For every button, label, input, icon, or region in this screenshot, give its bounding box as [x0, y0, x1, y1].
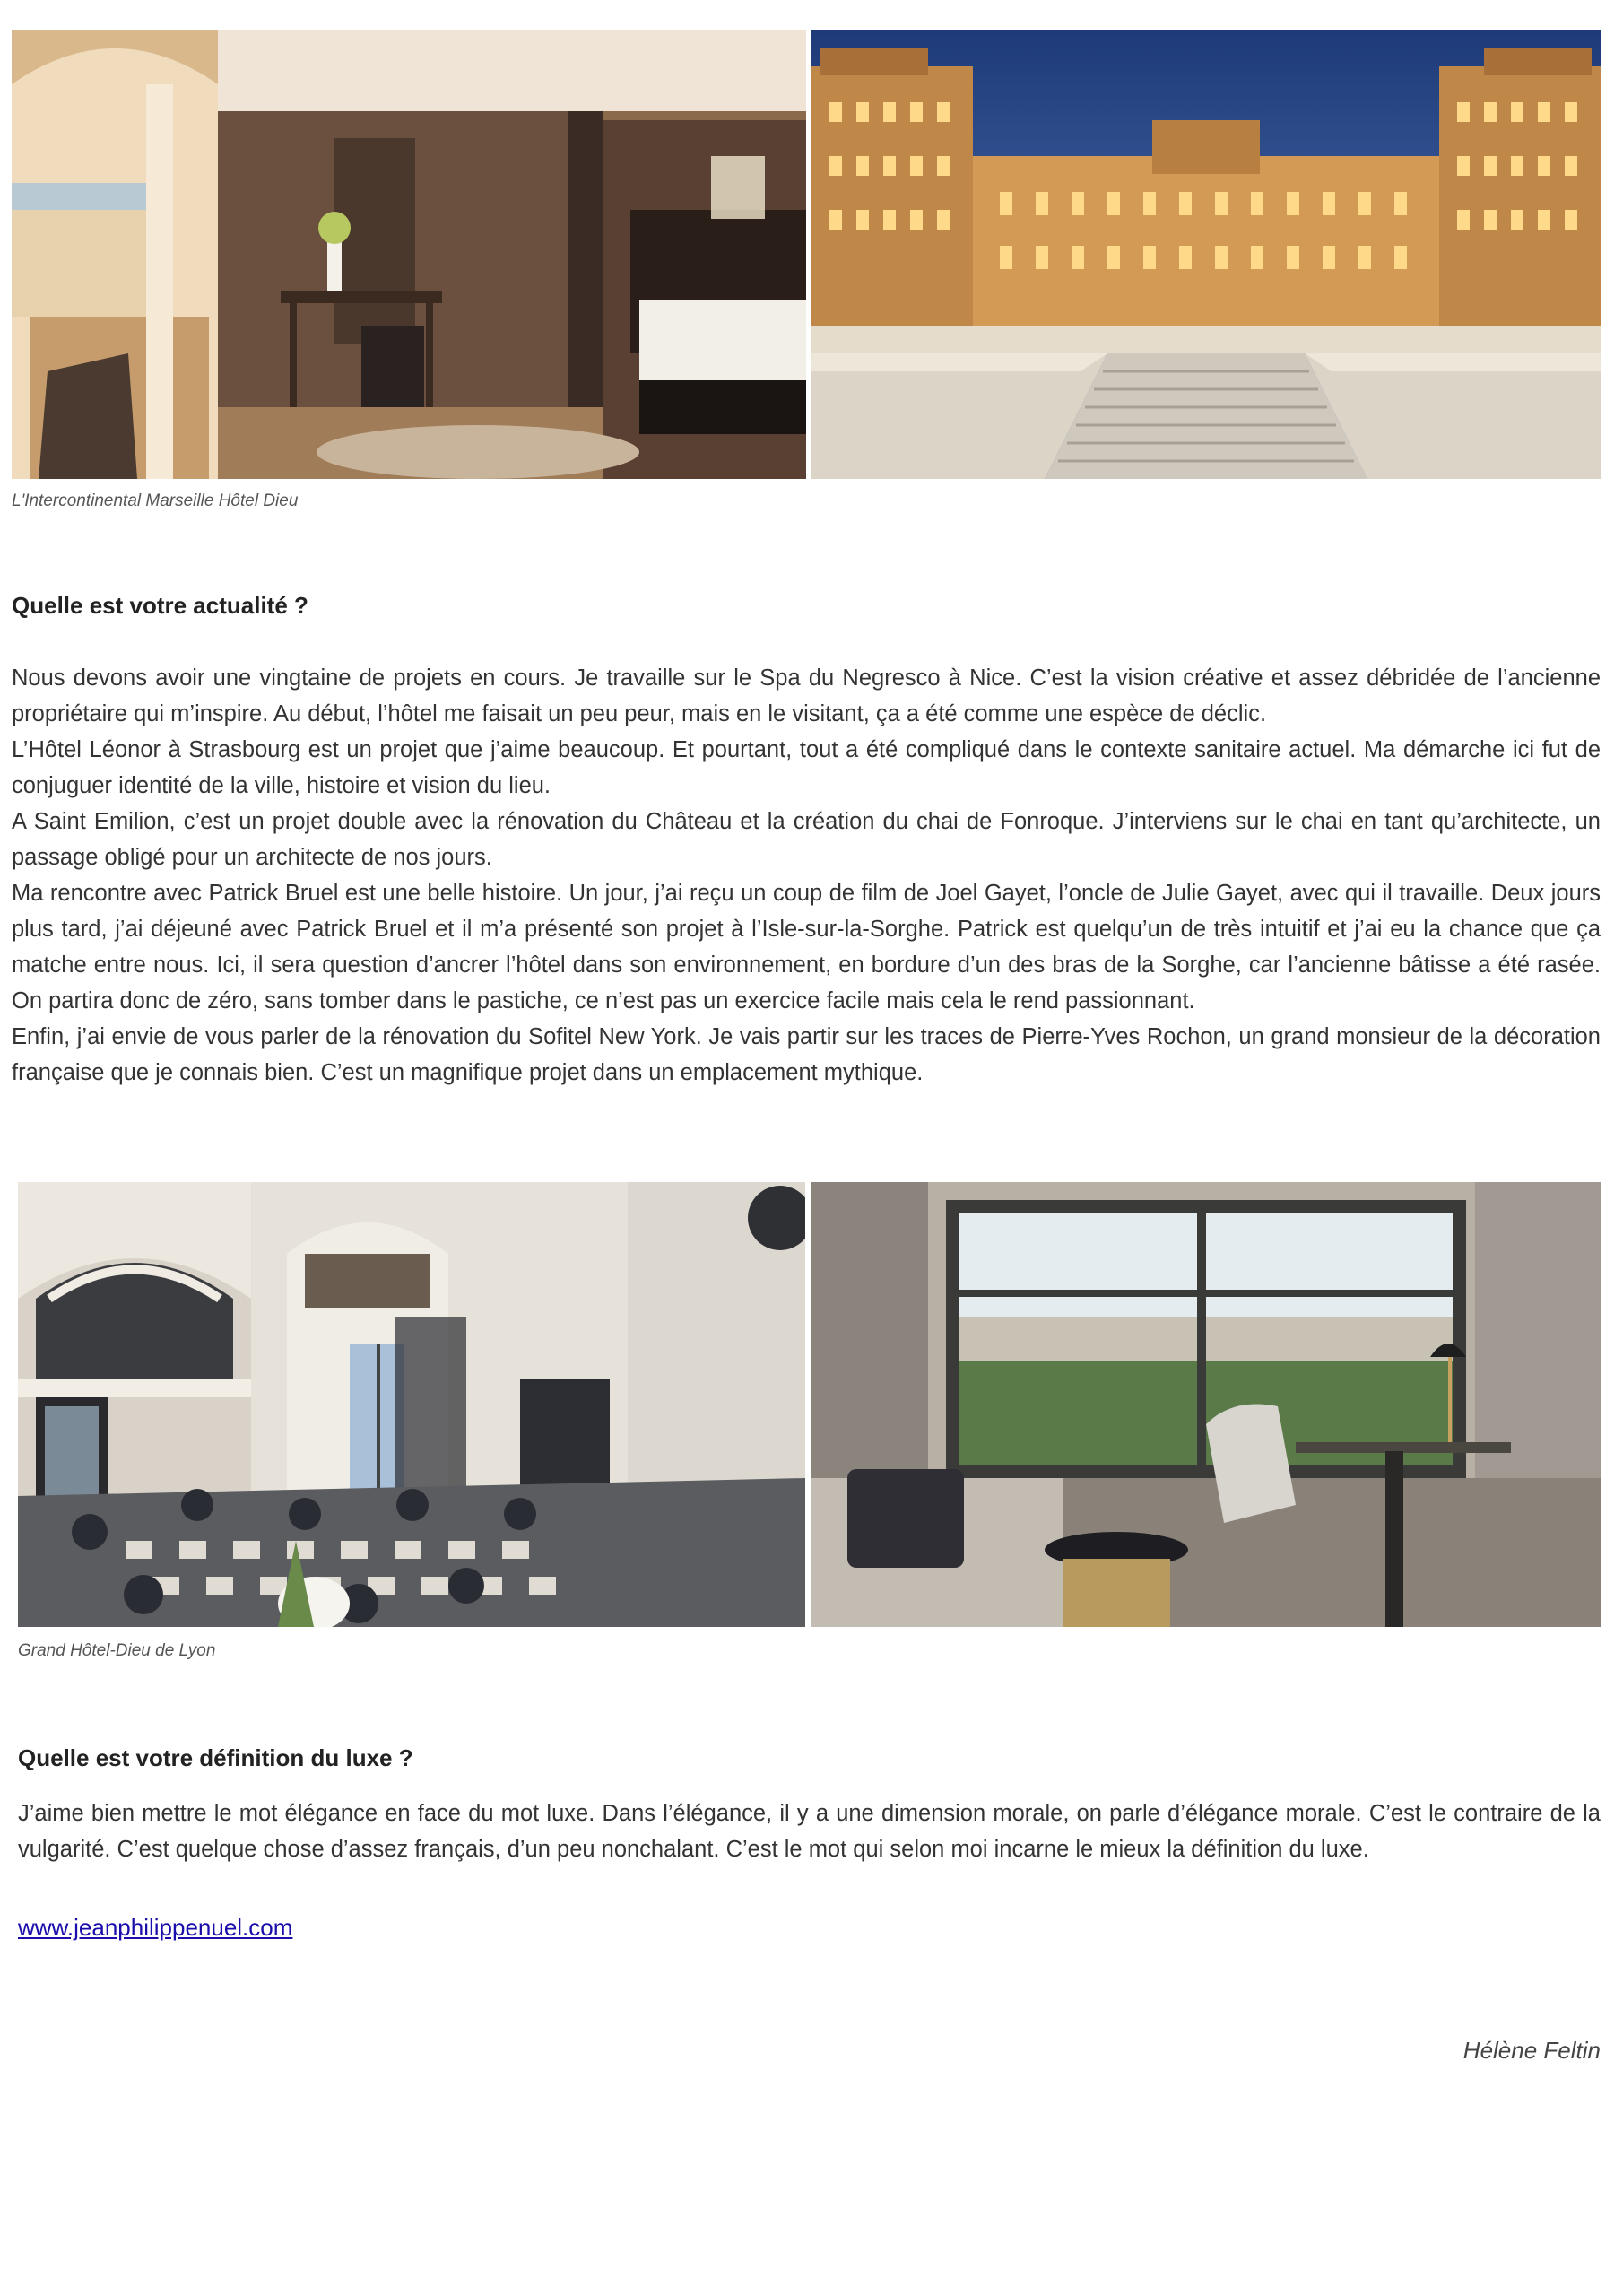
- hotel-lobby-photo: [18, 1182, 805, 1627]
- section-body-actualite: [12, 660, 1601, 1091]
- hotel-exterior-photo: [812, 30, 1601, 479]
- paragraph: L’Hôtel Léonor à Strasbourg est un projet que j’aime beaucoup. Et pourtant, tout a été compliqué dans le contexte sanitaire actuel. Ma démarche ici fut de conjuguer identité de la ville, histoire et vision du lieu.: [12, 737, 1601, 798]
- hotel-room-photo: [12, 30, 806, 479]
- section-heading-actualite: Quelle est votre actualité ?: [12, 592, 308, 619]
- paragraph: A Saint Emilion, c’est un projet double avec la rénovation du Château et la création du chai de Fonroque. J’interviens sur le chai en tant qu’architecte, un passage obligé pour un architecte de nos jours.: [12, 809, 1601, 870]
- author-name: Hélène Feltin: [1462, 2037, 1601, 2064]
- website-link[interactable]: www.jeanphilippenuel.com: [18, 1914, 293, 1941]
- paragraph: Enfin, j’ai envie de vous parler de la rénovation du Sofitel New York. Je vais partir sur les traces de Pierre-Yves Rochon, un grand monsieur de la décoration française que je connais bien. C’est un magnifique projet dans un emplacement mythique.: [12, 1024, 1601, 1085]
- hotel-suite-photo: [812, 1182, 1601, 1627]
- section-body-luxe: [18, 1796, 1601, 1867]
- photo-caption-marseille: L'Intercontinental Marseille Hôtel Dieu: [12, 491, 299, 510]
- section-heading-luxe: Quelle est votre définition du luxe ?: [18, 1744, 413, 1771]
- paragraph: Ma rencontre avec Patrick Bruel est une belle histoire. Un jour, j’ai reçu un coup de film de Joel Gayet, l’oncle de Julie Gayet, avec qui il travaille. Deux jours plus tard, j’ai déjeuné avec Patrick Bruel et il m’a présenté son projet à l’Isle-sur-la-Sorghe. Patrick est quelqu’un de très intuitif et j’ai eu la chance que ça matche entre nous. Ici, il sera question d’ancrer l’hôtel dans son environnement, en bordure d’un des bras de la Sorghe, car l’ancienne bâtisse a été rasée. On partira donc de zéro, sans tomber dans le pastiche, ce n’est pas un exercice facile mais cela le rend passionnant.: [12, 881, 1601, 1013]
- photo-caption-lyon: Grand Hôtel-Dieu de Lyon: [18, 1641, 216, 1660]
- paragraph: Nous devons avoir une vingtaine de projets en cours. Je travaille sur le Spa du Negresco à Nice. C’est la vision créative et assez débridée de l’ancienne propriétaire qui m’inspire. Au début, l’hôtel me faisait un peu peur, mais en le visitant, ça a été comme une espèce de déclic.: [12, 665, 1601, 726]
- paragraph: J’aime bien mettre le mot élégance en face du mot luxe. Dans l’élégance, il y a une dimension morale, on parle d’élégance morale. C’est le contraire de la vulgarité. C’est quelque chose d’assez français, d’un peu nonchalant. C’est le mot qui selon moi incarne le mieux la définition du luxe.: [18, 1801, 1601, 1862]
